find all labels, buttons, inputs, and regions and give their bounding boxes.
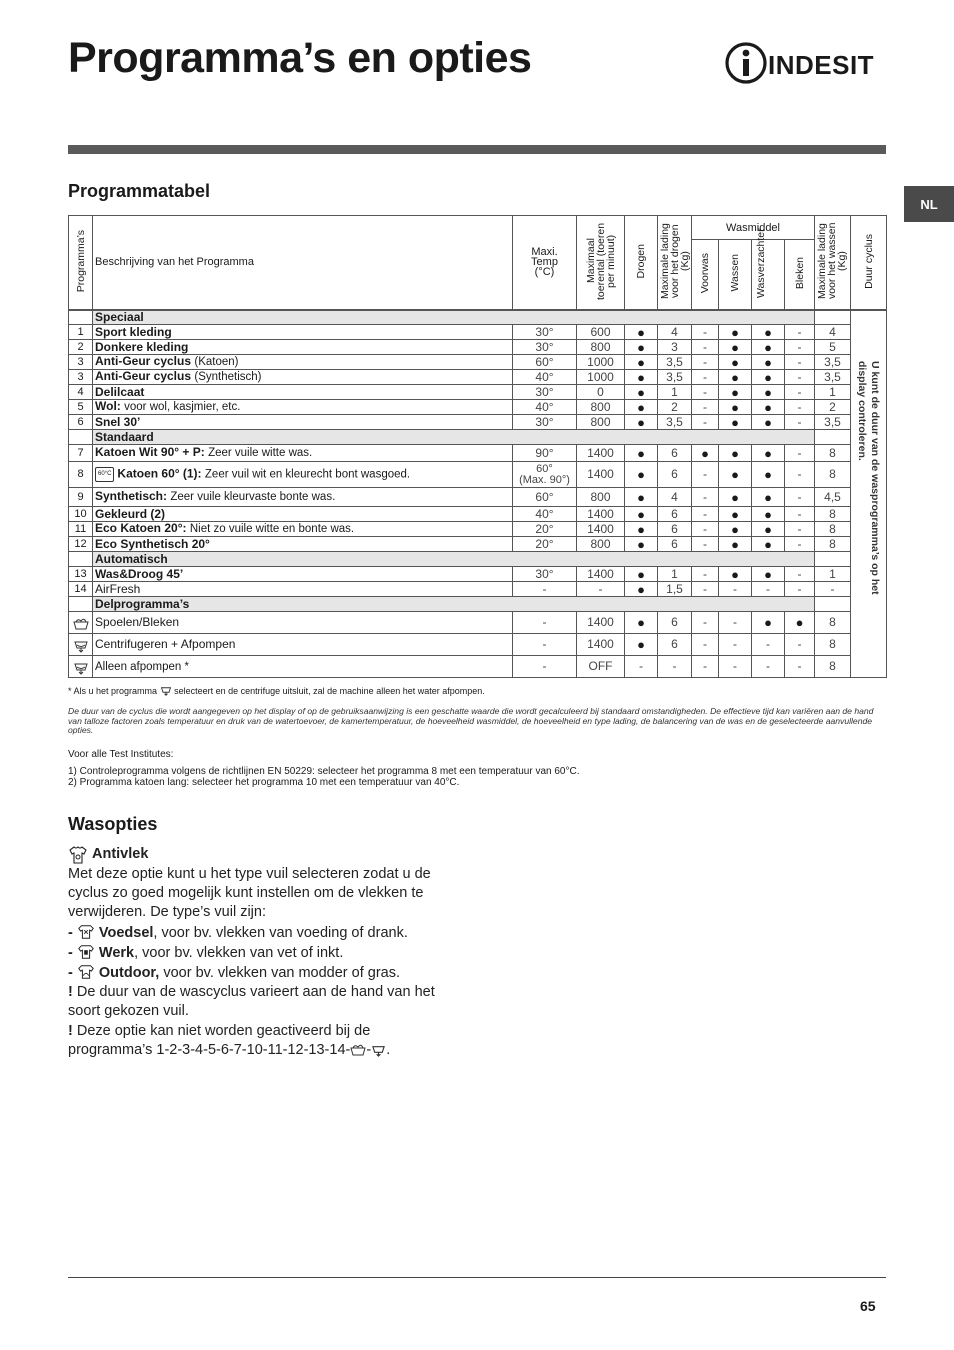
- program-table: [68, 215, 887, 678]
- header-description: Beschrijving van het Programma: [93, 216, 513, 310]
- table-row: 4 Delilcaat 30° 0 ● 1 - ● ● - 1: [69, 385, 887, 400]
- table-row: 3 Anti-Geur cyclus (Synthetisch) 40° 1000 ● 3,5 - ● ● - 3,5: [69, 370, 887, 385]
- header-max-speed: Maximaal toerental (toeren per minuut): [577, 216, 625, 310]
- table-row: 6 Snel 30’ 30° 800 ● 3,5 - ● ● - 3,5: [69, 415, 887, 430]
- rinse-icon: [73, 616, 89, 630]
- asterisk-note: * Als u het programma selecteert en de centrifuge uitsluit, zal de machine alleen het water afpompen.: [68, 686, 485, 696]
- group-row-speciaal: Speciaal U kunt de duur van de wasprogramma’s op het display controleren.: [69, 310, 887, 325]
- page-number: 65: [860, 1298, 876, 1314]
- table-row: 8 60°C Katoen 60° (1): Zeer vuil wit en kleurecht bont wasgoed. 60° (Max. 90°) 1400 ● 6 - ● ● - 8: [69, 462, 887, 488]
- table-row: 2 Donkere kleding 30° 800 ● 3 - ● ● - 5: [69, 340, 887, 355]
- page-title: Programma’s en opties: [68, 34, 532, 82]
- group-row-standaard: Standaard: [69, 430, 887, 445]
- header-prewash: Voorwas: [692, 240, 719, 310]
- table-row: 1 Sport kleding 30° 600 ● 4 - ● ● - 4: [69, 325, 887, 340]
- cycle-duration-disclaimer: De duur van de cyclus die wordt aangegeven op het display of op de gebruiksaanwijzing is een geschatte waarde die wordt gecalculeerd bij standaard omstandigheden. De effectieve tijd kan variëren aan de hand van talloze factoren zoals temperatuur en druk van de watertoevoer, de kamertemperatuur, de hoeveelheid wasmiddel, de hoeveelheid en type lading, de balancering van de was en de geselecteerde aanvullende opties.: [68, 706, 874, 735]
- group-row-automatisch: Automatisch: [69, 552, 887, 567]
- table-row: 14 AirFresh - - ● 1,5 - - - - -: [69, 582, 887, 597]
- header-programmas: Programma’s: [69, 216, 93, 310]
- outdoor-stain-icon: [77, 963, 95, 981]
- food-stain-icon: [77, 923, 95, 941]
- group-row-delprogrammas: Delprogramma’s: [69, 597, 887, 612]
- table-row: 7 Katoen Wit 90° + P: Zeer vuile witte was. 90° 1400 ● 6 ● ● ● - 8: [69, 445, 887, 462]
- footer-divider: [68, 1277, 886, 1278]
- table-row: 12 Eco Synthetisch 20° 20° 800 ● 6 - ● ● - 8: [69, 537, 887, 552]
- table-row: 5 Wol: voor wol, kasjmier, etc. 40° 800 ● 2 - ● ● - 2: [69, 400, 887, 415]
- header-wash: Wassen: [719, 240, 752, 310]
- header-drying: Drogen: [625, 216, 658, 310]
- header-max-load-dry: Maximale lading voor het drogen (Kg): [658, 216, 692, 310]
- table-row: Alleen afpompen * - OFF - - - - - - 8: [69, 656, 887, 678]
- stain-type-work: - Werk, voor bv. vlekken van vet of inkt.: [68, 944, 344, 961]
- drain-icon: [73, 659, 89, 675]
- cycle-note-cell: [851, 310, 887, 678]
- test-institutes-heading: Voor alle Test Institutes:: [68, 749, 174, 760]
- table-row: 11 Eco Katoen 20°: Niet zo vuile witte en bonte was. 20° 1400 ● 6 - ● ● - 8: [69, 522, 887, 537]
- antivlek-warning-2: ! Deze optie kan niet worden geactiveerd bij de programma’s 1-2-3-4-5-6-7-10-11-12-13-14- - .: [68, 1022, 391, 1058]
- antivlek-option: [68, 845, 448, 1060]
- antivlek-intro: Met deze optie kunt u het type vuil selecteren zodat u de cyclus zo goed mogelijk kunt instellen om de vlekken te verwijderen. De type’s vuil zijn:: [68, 866, 431, 921]
- header-max-temp: Maxi. Temp (°C): [513, 216, 577, 310]
- header-max-load-wash: Maximale lading voor het wassen (Kg): [815, 216, 851, 310]
- table-row: Centrifugeren + Afpompen - 1400 ● 6 - - - - 8: [69, 634, 887, 656]
- table-row: 3 Anti-Geur cyclus (Katoen) 60° 1000 ● 3,5 - ● ● - 3,5: [69, 355, 887, 370]
- table-row: 9 Synthetisch: Zeer vuile kleurvaste bonte was. 60° 800 ● 4 - ● ● - 4,5: [69, 488, 887, 507]
- wasopties-heading: Wasopties: [68, 814, 158, 834]
- indesit-logo: [724, 40, 886, 86]
- header-bar: [68, 145, 886, 154]
- spin-icon: [73, 637, 89, 653]
- header-bleach: Bleken: [785, 240, 815, 310]
- header-cycle-duration: Duur cyclus: [851, 216, 887, 310]
- table-row: Spoelen/Bleken - 1400 ● 6 - - ● ● 8: [69, 612, 887, 634]
- table-row: 13 Was&Droog 45’ 30° 1400 ● 1 - ● ● - 1: [69, 567, 887, 582]
- drain-icon: [160, 684, 172, 696]
- work-stain-icon: [77, 943, 95, 961]
- table-row: 10 Gekleurd (2) 40° 1400 ● 6 - ● ● - 8: [69, 507, 887, 522]
- rinse-icon: [350, 1042, 366, 1056]
- antivlek-title: Antivlek: [68, 845, 448, 865]
- cotton-60-tag: 60°C: [95, 467, 114, 482]
- antivlek-warning-1: ! De duur van de wascyclus varieert aan de hand van het soort gekozen vuil.: [68, 984, 435, 1020]
- header-detergent-group: Wasmiddel: [692, 216, 815, 240]
- stain-type-food: - Voedsel, voor bv. vlekken van voeding of drank.: [68, 924, 408, 941]
- cycle-duration-note: U kunt de duur van de wasprogramma’s op het display controleren.: [856, 360, 881, 595]
- svg-text:INDESIT: INDESIT: [768, 50, 875, 80]
- stain-type-outdoor: - Outdoor, voor bv. vlekken van modder of gras.: [68, 965, 401, 982]
- programmatabel-heading: Programmatabel: [68, 181, 211, 201]
- header-softener: Wasverzachter: [752, 240, 785, 310]
- drain-icon: [371, 1042, 386, 1057]
- language-tab: NL: [904, 186, 954, 222]
- stain-shirt-icon: [68, 845, 88, 865]
- test-institutes-notes: 1) Controleprogramma volgens de richtlijnen EN 50229: selecteer het programma 8 met een temperatuur van 60°C. 2) Programma katoen lang: selecteer het programma 10 met een temperatuur van 40°C.: [68, 766, 580, 788]
